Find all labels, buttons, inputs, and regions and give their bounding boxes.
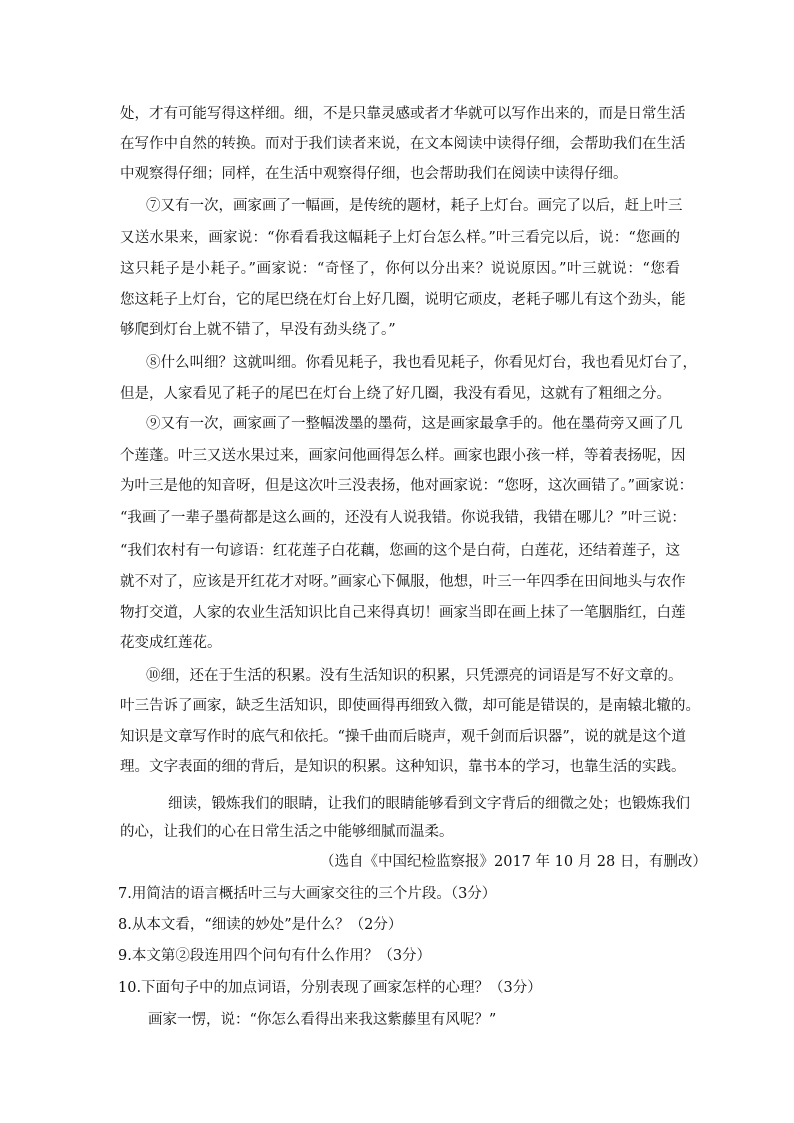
paragraph-line: 又送水果来，画家说：“你看看我这幅耗子上灯台怎么样。”叶三看完以后，说：“您画的 — [120, 230, 680, 246]
paragraph-line: “我画了一辈子墨荷都是这么画的，还没有人说我错。你说我错，我错在哪儿？”叶三说： — [120, 510, 686, 526]
paragraph-line: 为叶三是他的知音呀，但是这次叶三没表扬，他对画家说：“您呀，这次画错了。”画家说： — [120, 478, 694, 494]
paragraph-line: 处，才有可能写得这样细。细，不是只靠灵感或者才华就可以写作出来的，而是日常生活 — [120, 106, 686, 122]
question-10: 10.下面句子中的加点词语，分别表现了画家怎样的心理？（3分） — [118, 980, 542, 996]
paragraph-7-start: ⑦又有一次，画家画了一幅画，是传统的题材，耗子上灯台。画完了以后，赶上叶三 — [146, 198, 683, 214]
question-10-quote: 画家一愣，说：“你怎么看得出来我这紫藤里有风呢？” — [148, 1012, 497, 1028]
question-7: 7.用简洁的语言概括叶三与大画家交往的三个片段。（3分） — [118, 886, 497, 902]
paragraph-line: “我们农村有一句谚语：红花莲子白花藕，您画的这个是白荷，白莲花，还结着莲子，这 — [120, 543, 680, 559]
paragraph-line: 叶三告诉了画家，缺乏生活知识，即使画得再细致入微，却可能是错误的，是南辕北辙的。 — [120, 698, 700, 714]
paragraph-line: 但是，人家看见了耗子的尾巴在灯台上绕了好几圈，我没有看见，这就有了粗细之分。 — [120, 386, 671, 402]
paragraph-line: 物打交道，人家的农业生活知识比自己来得真切！画家当即在画上抹了一笔胭脂红，白莲 — [120, 605, 686, 621]
question-9: 9.本文第②段连用四个问句有什么作用？（3分） — [118, 948, 432, 964]
paragraph-line: 个莲蓬。叶三又送水果过来，画家问他画得怎么样。画家也跟小孩一样，等着表扬呢，因 — [120, 448, 686, 464]
paragraph-8-start: ⑧什么叫细？这就叫细。你看见耗子，我也看见耗子，你看见灯台，我也看见灯台了， — [146, 355, 697, 371]
question-8: 8.从本文看，“细读的妙处”是什么？（2分） — [118, 917, 403, 933]
paragraph-line: 中观察得仔细；同样，在生活中观察得仔细，也会帮助我们在阅读中读得仔细。 — [120, 166, 628, 182]
paragraph-line: 理。文字表面的细的背后，是知识的积累。这种知识，靠书本的学习，也靠生活的实践。 — [120, 759, 686, 775]
paragraph-line: 在写作中自然的转换。而对于我们读者来说，在文本阅读中读得仔细，会帮助我们在生活 — [120, 136, 686, 152]
paragraph-10-start: ⑩细，还在于生活的积累。没有生活知识的积累，只凭漂亮的词语是写不好文章的。 — [146, 668, 683, 684]
paragraph-line: 知识是文章写作时的底气和依托。“操千曲而后晓声，观千剑而后识器”，说的就是这个道 — [120, 729, 686, 745]
paragraph-line: 的心，让我们的心在日常生活之中能够细腻而温柔。 — [120, 824, 454, 840]
source-citation: （选自《中国纪检监察报》2017 年 10 月 28 日，有删改） — [320, 854, 707, 870]
paragraph-9-start: ⑨又有一次，画家画了一整幅泼墨的墨荷，这是画家最拿手的。他在墨荷旁又画了几 — [146, 416, 683, 432]
paragraph-line: 够爬到灯台上就不错了，早没有劲头绕了。” — [120, 322, 396, 338]
paragraph-line: 就不对了，应该是开红花才对呀。”画家心下佩服，他想，叶三一年四季在田间地头与农作 — [120, 574, 686, 590]
paragraph-line: 花变成红莲花。 — [120, 635, 222, 651]
paragraph-line: 您这耗子上灯台，它的尾巴绕在灯台上好几圈，说明它顽皮，老耗子哪儿有这个劲头，能 — [120, 292, 686, 308]
paragraph-line: 这只耗子是小耗子。”画家说：“奇怪了，你何以分出来？说说原因。”叶三就说：“您看 — [120, 261, 680, 277]
paragraph-11-start: 细读，锻炼我们的眼睛，让我们的眼睛能够看到文字背后的细微之处；也锻炼我们 — [168, 796, 690, 812]
